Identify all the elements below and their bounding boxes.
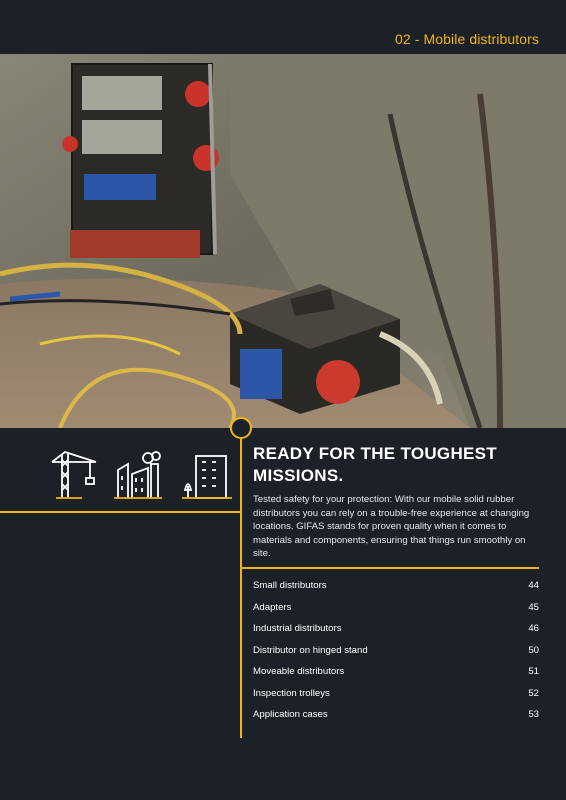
toc-item[interactable] bbox=[253, 580, 539, 602]
section-title: 02 - Mobile distributors bbox=[394, 31, 539, 47]
page-header bbox=[0, 0, 566, 54]
office-building-icon bbox=[182, 456, 232, 498]
toc-item-page: 51 bbox=[528, 666, 539, 677]
toc-item-label: Small distributors bbox=[253, 580, 327, 591]
toc-item[interactable] bbox=[253, 688, 539, 710]
crane-icon bbox=[52, 452, 96, 498]
toc-item[interactable] bbox=[253, 666, 539, 688]
toc-item[interactable] bbox=[253, 709, 539, 731]
toc-item-label: Application cases bbox=[253, 709, 328, 720]
hero-photo bbox=[0, 54, 566, 428]
mobile-distributor-photo bbox=[0, 54, 566, 428]
toc-item-page: 46 bbox=[528, 623, 539, 634]
toc-item-label: Industrial distributors bbox=[253, 623, 342, 634]
toc-item-label: Distributor on hinged stand bbox=[253, 644, 368, 656]
toc-item-page: 52 bbox=[528, 687, 539, 699]
accent-vertical-line bbox=[240, 428, 242, 738]
page-headline bbox=[253, 443, 543, 487]
toc-item-label: Adapters bbox=[253, 601, 292, 613]
toc-item-label: Moveable distributors bbox=[253, 666, 345, 677]
accent-circle bbox=[230, 417, 252, 439]
icon-row bbox=[48, 448, 233, 504]
toc-item-page: 50 bbox=[528, 644, 539, 656]
accent-divider-left bbox=[0, 511, 241, 513]
toc-item-page: 44 bbox=[528, 580, 539, 591]
toc-item-page: 45 bbox=[528, 601, 539, 613]
toc-item[interactable] bbox=[253, 645, 539, 667]
industrial-buildings-icon bbox=[114, 452, 162, 498]
headline-line-2: MISSIONS. bbox=[253, 466, 344, 485]
toc-item[interactable] bbox=[253, 602, 539, 624]
toc-item[interactable] bbox=[253, 623, 539, 645]
toc-item-label: Inspection trolleys bbox=[253, 687, 330, 699]
intro-paragraph: Tested safety for your protection: With our mobile solid rubber distributors you can rely on a trouble-free experience at changing locations. GIFAS stands for proven quality when it comes to materials and components, ensuring that things run smoothly on site. bbox=[253, 494, 530, 560]
headline-line-1: READY FOR THE TOUGHEST bbox=[253, 444, 497, 463]
toc-item-page: 53 bbox=[528, 709, 539, 720]
accent-divider-right bbox=[240, 567, 539, 569]
table-of-contents bbox=[253, 580, 539, 731]
